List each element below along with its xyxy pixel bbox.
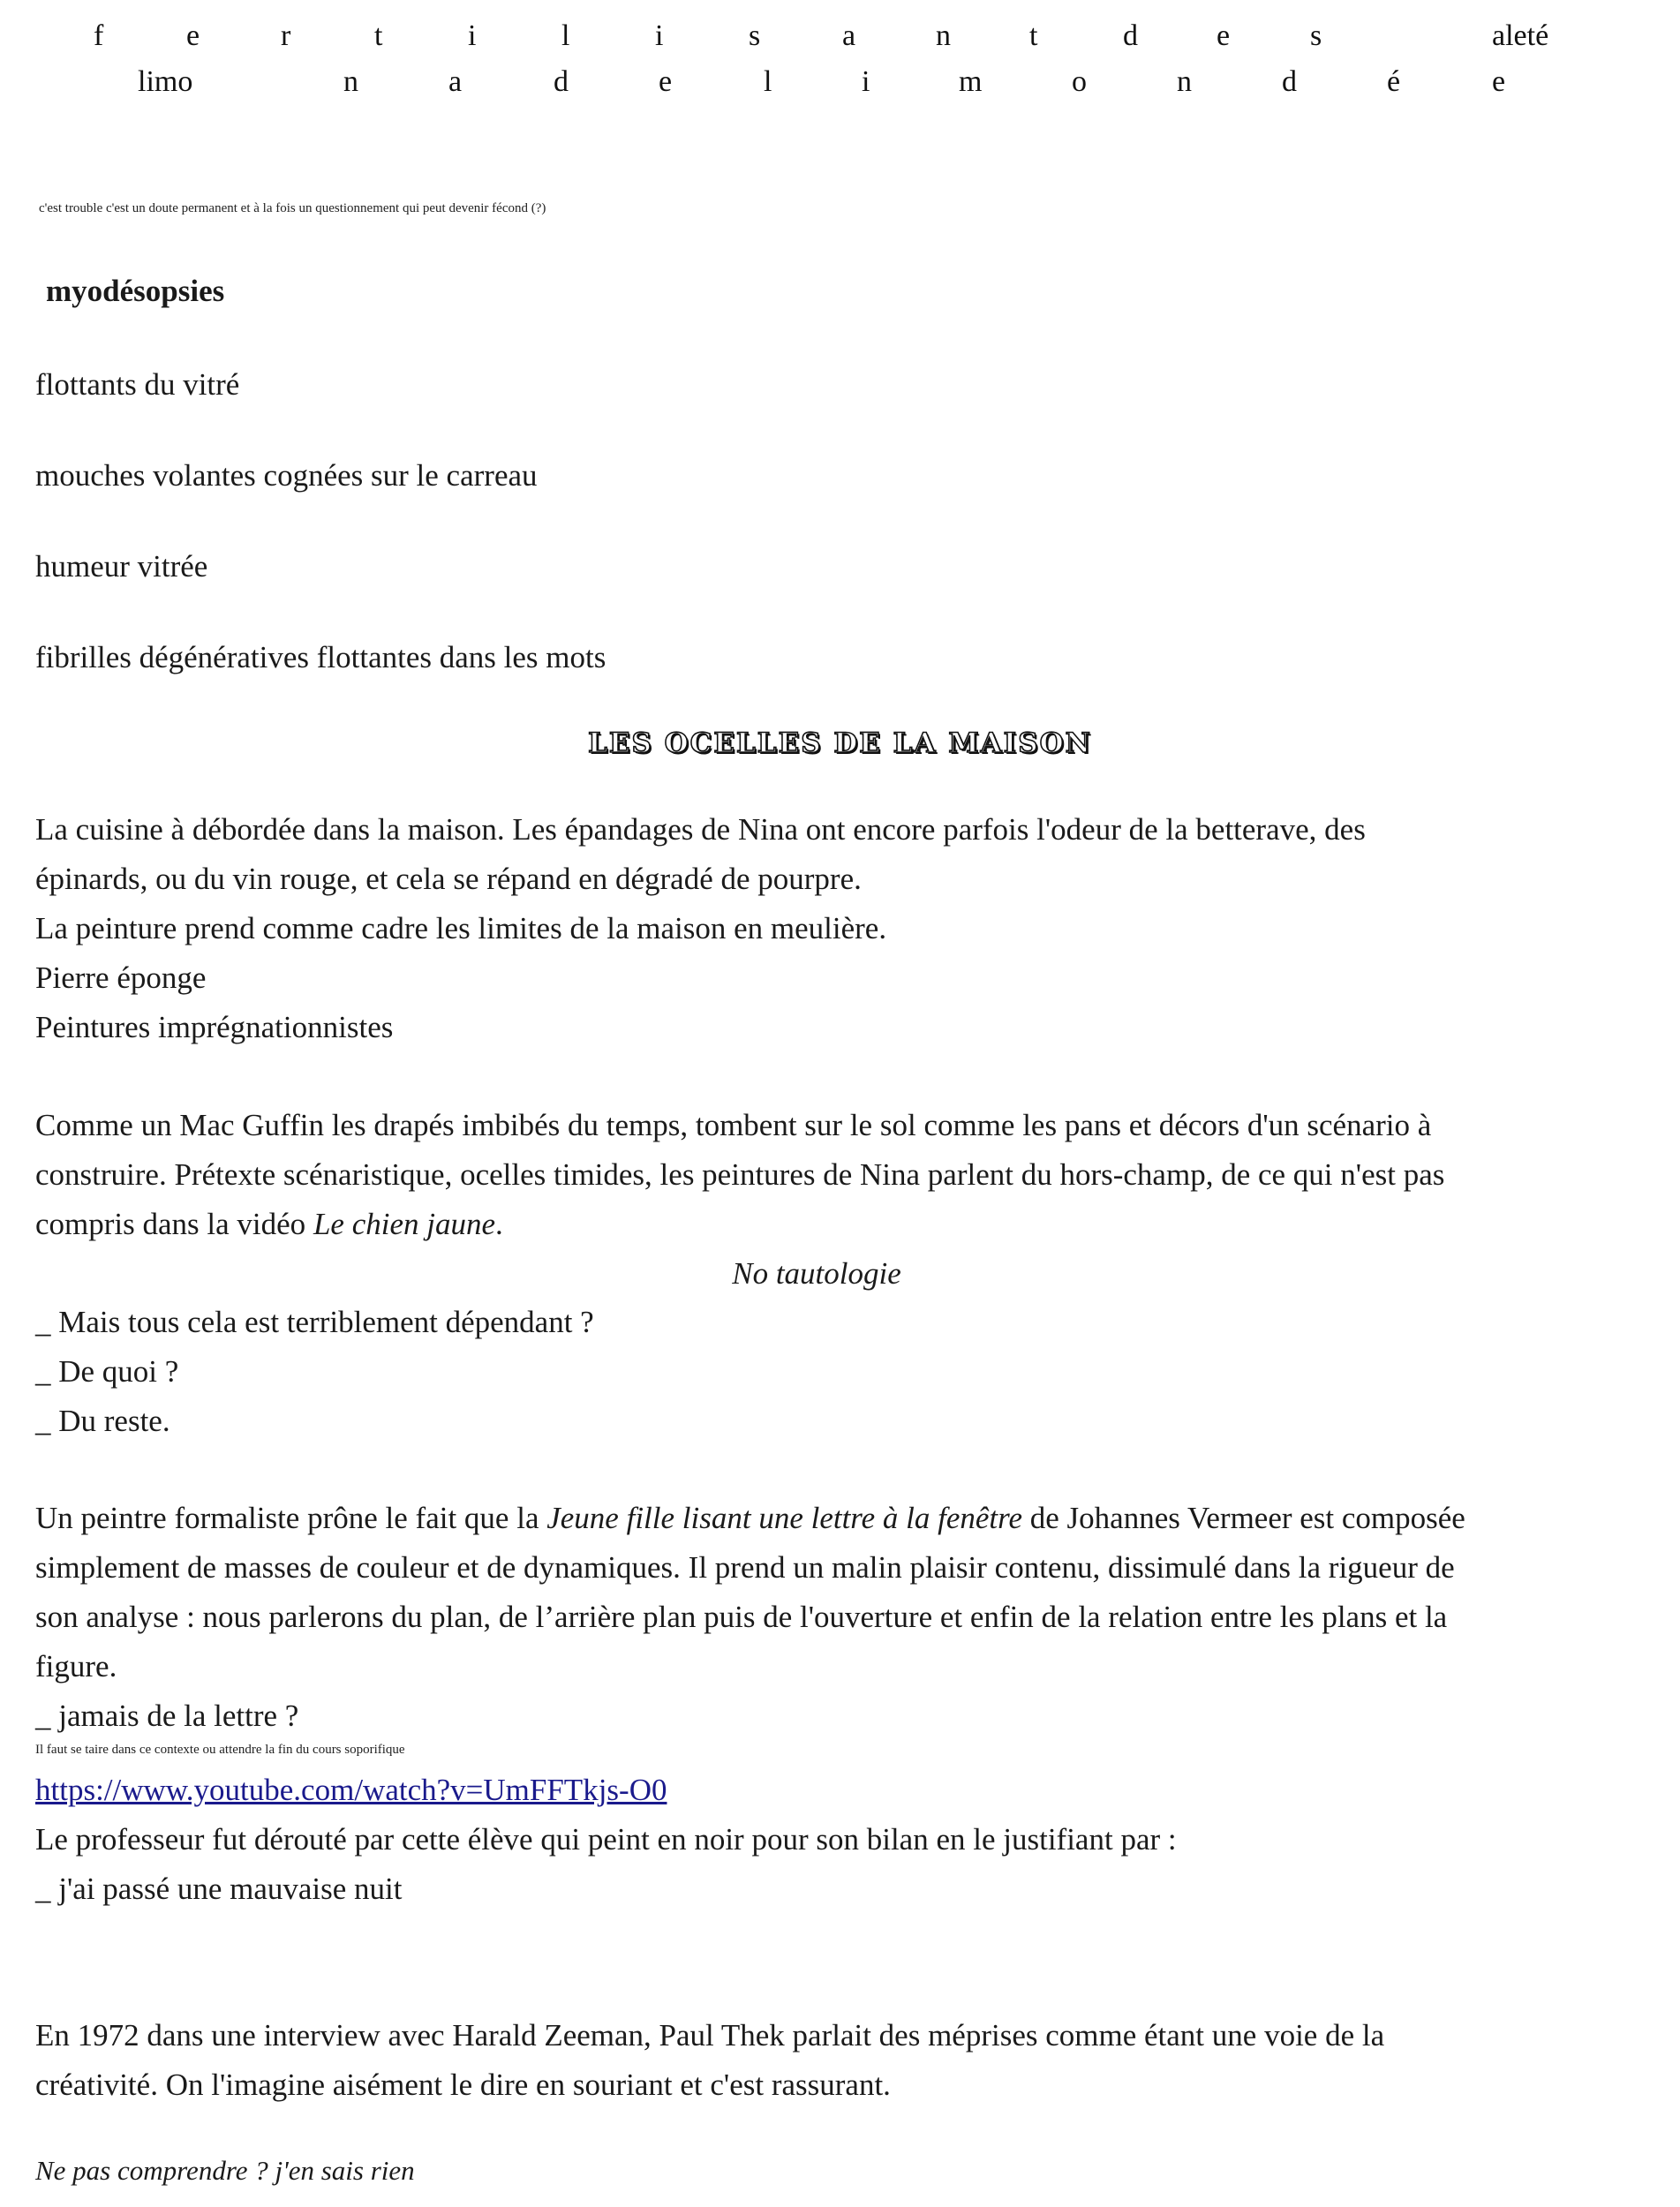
list-item: humeur vitrée bbox=[35, 549, 208, 584]
letter: t bbox=[1029, 19, 1038, 52]
letter: e bbox=[659, 65, 673, 98]
text-line: La cuisine à débordée dans la maison. Les épandages de Nina ont encore parfois l'odeur de la betterave, des bbox=[35, 812, 1366, 847]
list-item: flottants du vitré bbox=[35, 367, 240, 402]
letter: m bbox=[959, 65, 983, 98]
letter: e bbox=[1492, 65, 1506, 98]
letter: l bbox=[561, 19, 570, 52]
text-line: Peintures imprégnationnistes bbox=[35, 1010, 394, 1044]
dialogue-line: _ Du reste. bbox=[35, 1404, 170, 1438]
small-note: c'est trouble c'est un doute permanent et à la fois un questionnement qui peut devenir fécond (?) bbox=[39, 201, 546, 215]
letter: aleté bbox=[1492, 19, 1549, 52]
paragraph-1 bbox=[35, 805, 1607, 1052]
closing-italic-text: Ne pas comprendre ? j'en sais rien bbox=[35, 2155, 415, 2186]
dialogue bbox=[35, 1298, 1607, 1446]
text-line bbox=[35, 1200, 1607, 1249]
letter: e bbox=[186, 19, 200, 52]
artwork-title: Jeune fille lisant une lettre à la fenêtre bbox=[546, 1501, 1023, 1535]
section-heading: myodésopsies bbox=[46, 274, 225, 308]
text-fragment: Un peintre formaliste prône le fait que la bbox=[35, 1501, 547, 1535]
letter: s bbox=[1310, 19, 1322, 52]
text-fragment: compris dans la vidéo bbox=[35, 1207, 313, 1241]
link-line bbox=[35, 1766, 667, 1815]
text-fragment: . bbox=[495, 1207, 503, 1241]
letter: d bbox=[1282, 65, 1297, 98]
paragraph-5 bbox=[35, 2011, 1607, 2110]
text-line: simplement de masses de couleur et de dynamiques. Il prend un malin plaisir contenu, dissimulé dans la rigueur de bbox=[35, 1550, 1455, 1585]
letter: d bbox=[1123, 19, 1138, 52]
list-item: fibrilles dégénératives flottantes dans les mots bbox=[35, 640, 606, 674]
text-line: Comme un Mac Guffin les drapés imbibés du temps, tombent sur le sol comme les pans et décors d'un scénario à bbox=[35, 1108, 1432, 1142]
text-line: En 1972 dans une interview avec Harald Zeeman, Paul Thek parlait des méprises comme étant une voie de la bbox=[35, 2018, 1385, 2053]
text-fragment: de Johannes Vermeer est composée bbox=[1022, 1501, 1465, 1535]
text-line: figure. bbox=[35, 1649, 117, 1683]
scattered-letters-line-1 bbox=[0, 14, 1680, 58]
dialogue-line: _ Mais tous cela est terriblement dépendant ? bbox=[35, 1305, 594, 1339]
letter: limo bbox=[138, 65, 193, 98]
letter: i bbox=[862, 65, 870, 98]
centered-italic-note bbox=[0, 1249, 1633, 1299]
letter: l bbox=[764, 65, 772, 98]
letter: o bbox=[1072, 65, 1087, 98]
letter: r bbox=[281, 19, 291, 52]
paragraph-2 bbox=[35, 1101, 1607, 1249]
text-line: La peinture prend comme cadre les limites de la maison en meulière. bbox=[35, 911, 887, 945]
letter: t bbox=[374, 19, 383, 52]
text-line: épinards, ou du vin rouge, et cela se répand en dégradé de pourpre. bbox=[35, 862, 862, 896]
letter: f bbox=[94, 19, 104, 52]
letter: i bbox=[468, 19, 477, 52]
text-line: construire. Prétexte scénaristique, ocelles timides, les peintures de Nina parlent du hors-champ, de ce qui n'est pas bbox=[35, 1157, 1445, 1192]
dialogue-line: _ De quoi ? bbox=[35, 1354, 179, 1389]
letter: d bbox=[554, 65, 569, 98]
text-line: créativité. On l'imagine aisément le dire en souriant et c'est rassurant. bbox=[35, 2068, 891, 2102]
video-title: Le chien jaune bbox=[313, 1207, 495, 1241]
closing-italic bbox=[35, 2151, 415, 2191]
paragraph-4 bbox=[35, 1815, 1607, 1914]
letter: e bbox=[1217, 19, 1231, 52]
letter: a bbox=[842, 19, 856, 52]
letter: s bbox=[749, 19, 761, 52]
paragraph-3 bbox=[35, 1494, 1607, 1741]
letter: n bbox=[343, 65, 358, 98]
list-item: mouches volantes cognées sur le carreau bbox=[35, 458, 538, 493]
text-line: son analyse : nous parlerons du plan, de l’arrière plan puis de l'ouverture et enfin de la relation entre les plans et la bbox=[35, 1600, 1448, 1634]
small-note-2: Il faut se taire dans ce contexte ou attendre la fin du cours soporifique bbox=[35, 1743, 405, 1757]
letter: i bbox=[655, 19, 664, 52]
text-line: _ jamais de la lettre ? bbox=[35, 1699, 299, 1733]
scattered-letters-line-2 bbox=[0, 60, 1680, 104]
letter: é bbox=[1387, 65, 1401, 98]
youtube-link[interactable]: https://www.youtube.com/watch?v=UmFFTkjs-O0 bbox=[35, 1773, 667, 1807]
text-line: Le professeur fut dérouté par cette élève qui peint en noir pour son bilan en le justifiant par : bbox=[35, 1822, 1177, 1857]
letter: a bbox=[448, 65, 463, 98]
letter: n bbox=[1177, 65, 1192, 98]
page-title: LES OCELLES DE LA MAISON bbox=[588, 727, 1092, 759]
text-line bbox=[35, 1494, 1607, 1543]
text-line: Pierre éponge bbox=[35, 960, 207, 995]
letter: n bbox=[936, 19, 951, 52]
centered-italic-text: No tautologie bbox=[732, 1256, 901, 1291]
text-line: _ j'ai passé une mauvaise nuit bbox=[35, 1872, 403, 1906]
